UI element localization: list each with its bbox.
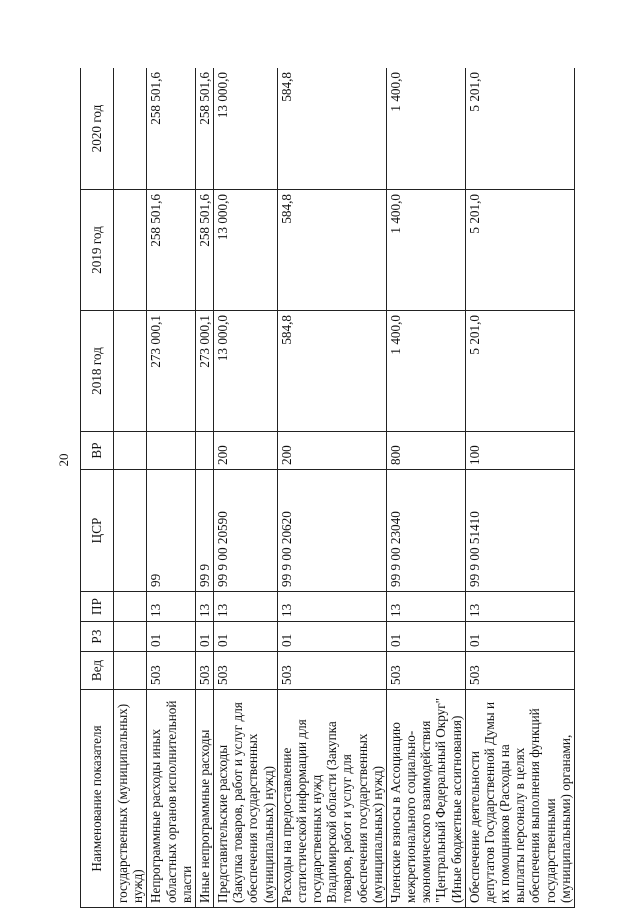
cell-2018: 1 400,0 [386, 311, 465, 432]
cell-name: Обеспечение деятельности депутатов Государственной Думы и их помощников (Расходы на выплаты персоналу в целях обеспечения выполнения функций государственными (муниципальными) органами, [465, 690, 574, 908]
cell-vr [114, 432, 147, 470]
cell-name: Иные непрограммные расходы [195, 690, 213, 908]
cell-ved: 503 [214, 652, 278, 690]
header-2019: 2019 год [81, 190, 114, 311]
cell-2019 [114, 190, 147, 311]
cell-2019: 258 501,6 [195, 190, 213, 311]
table-row [277, 68, 386, 908]
header-pr: ПР [81, 592, 114, 622]
cell-rz: 01 [277, 622, 386, 652]
cell-2018: 273 000,1 [195, 311, 213, 432]
cell-name: Расходы на предоставление статистической информации для государственных нужд Владимирской области (Закупка товаров, работ и услуг для обеспечения государственных (муниципальных) нужд) [277, 690, 386, 908]
cell-ved: 503 [195, 652, 213, 690]
cell-2019: 584,8 [277, 190, 386, 311]
cell-vr: 200 [277, 432, 386, 470]
table-row [147, 68, 196, 908]
budget-table [80, 68, 575, 908]
cell-name: Непрограммные расходы иных областных органов исполнительной власти [147, 690, 196, 908]
header-vr: ВР [81, 432, 114, 470]
table-row [465, 68, 574, 908]
budget-table-region [80, 68, 600, 908]
cell-name: государственных (муниципальных) нужд) [114, 690, 147, 908]
cell-ved: 503 [277, 652, 386, 690]
cell-rz: 01 [195, 622, 213, 652]
cell-2020: 258 501,6 [195, 68, 213, 190]
cell-2020: 1 400,0 [386, 68, 465, 190]
cell-2020: 13 000,0 [214, 68, 278, 190]
header-rz: РЗ [81, 622, 114, 652]
cell-ved: 503 [147, 652, 196, 690]
table-row [214, 68, 278, 908]
cell-pr: 13 [386, 592, 465, 622]
cell-vr: 100 [465, 432, 574, 470]
cell-2019: 13 000,0 [214, 190, 278, 311]
cell-ved: 503 [465, 652, 574, 690]
cell-name: Членские взносы в Ассоциацию межрегионального социально-экономического взаимодействия "Центральный Федеральный Округ" (Иные бюджетные ассигнования) [386, 690, 465, 908]
cell-rz [114, 622, 147, 652]
table-row [386, 68, 465, 908]
cell-pr: 13 [465, 592, 574, 622]
cell-name: Представительские расходы (Закупка товаров, работ и услуг для обеспечения государственных (муниципальных) нужд) [214, 690, 278, 908]
cell-csr: 99 9 00 20590 [214, 470, 278, 592]
cell-2020 [114, 68, 147, 190]
cell-csr: 99 [147, 470, 196, 592]
cell-pr: 13 [214, 592, 278, 622]
cell-rz: 01 [465, 622, 574, 652]
cell-2018: 584,8 [277, 311, 386, 432]
cell-csr: 99 9 00 51410 [465, 470, 574, 592]
cell-2019: 1 400,0 [386, 190, 465, 311]
cell-rz: 01 [214, 622, 278, 652]
cell-csr [114, 470, 147, 592]
cell-csr: 99 9 00 23040 [386, 470, 465, 592]
cell-pr: 13 [195, 592, 213, 622]
cell-2018: 273 000,1 [147, 311, 196, 432]
cell-2020: 584,8 [277, 68, 386, 190]
cell-vr [195, 432, 213, 470]
table-row [195, 68, 213, 908]
cell-2019: 5 201,0 [465, 190, 574, 311]
cell-ved: 503 [386, 652, 465, 690]
header-ved: Вед [81, 652, 114, 690]
cell-pr: 13 [277, 592, 386, 622]
cell-csr: 99 9 [195, 470, 213, 592]
cell-pr [114, 592, 147, 622]
cell-2018 [114, 311, 147, 432]
cell-2019: 258 501,6 [147, 190, 196, 311]
header-2020: 2020 год [81, 68, 114, 190]
table-row [114, 68, 147, 908]
cell-rz: 01 [386, 622, 465, 652]
cell-rz: 01 [147, 622, 196, 652]
cell-2020: 5 201,0 [465, 68, 574, 190]
page-number: 20 [56, 453, 71, 467]
header-2018: 2018 год [81, 311, 114, 432]
cell-ved [114, 652, 147, 690]
cell-vr [147, 432, 196, 470]
cell-vr: 800 [386, 432, 465, 470]
cell-2018: 13 000,0 [214, 311, 278, 432]
cell-vr: 200 [214, 432, 278, 470]
table-header-row [81, 68, 114, 908]
cell-csr: 99 9 00 20620 [277, 470, 386, 592]
header-name: Наименование показателя [81, 690, 114, 908]
header-csr: ЦСР [81, 470, 114, 592]
cell-2018: 5 201,0 [465, 311, 574, 432]
cell-2020: 258 501,6 [147, 68, 196, 190]
cell-pr: 13 [147, 592, 196, 622]
